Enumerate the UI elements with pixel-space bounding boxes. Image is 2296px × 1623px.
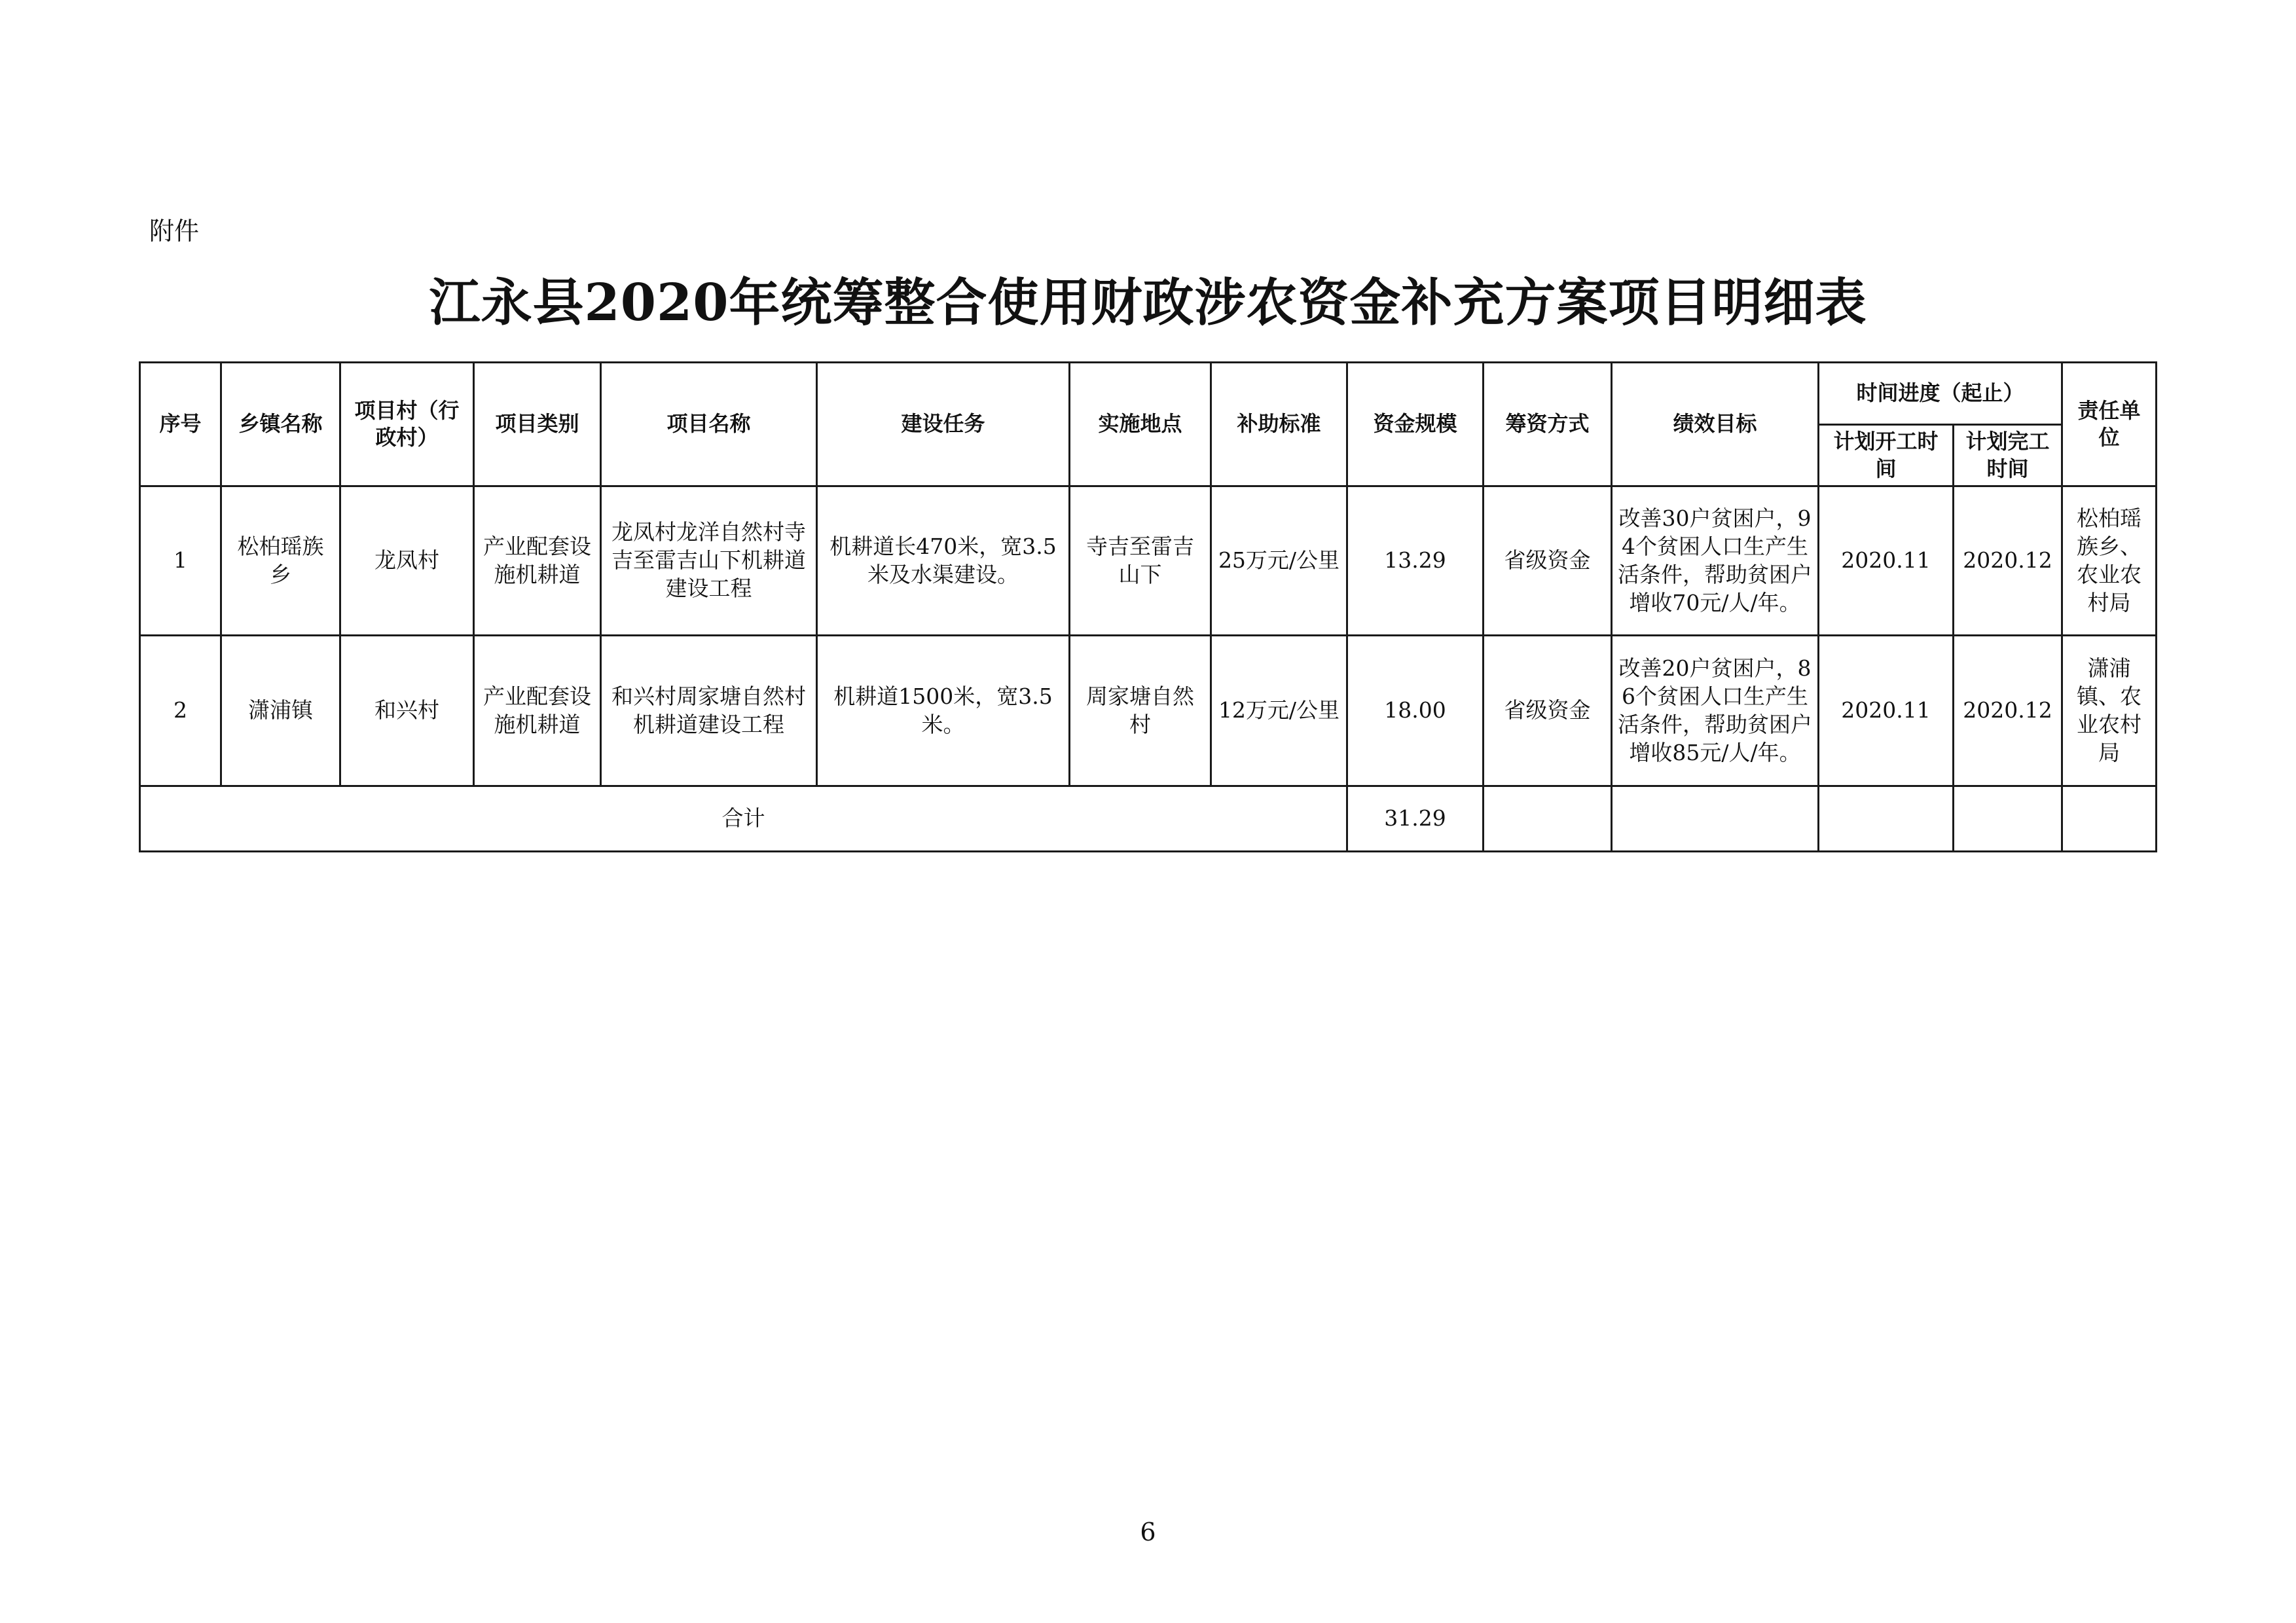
page-number: 6 [1140,1518,1156,1546]
total-row [140,786,2157,852]
cell-village: 和兴村 [340,636,474,786]
header-village: 项目村（行政村） [340,363,474,486]
cell-task: 机耕道长470米，宽3.5米及水渠建设。 [817,486,1070,636]
cell-location: 寺吉至雷吉山下 [1070,486,1211,636]
cell-seq: 2 [140,636,221,786]
cell-start: 2020.11 [1819,486,1954,636]
cell-goal: 改善20户贫困户，86个贫困人口生产生活条件，帮助贫困户增收85元/人/年。 [1612,636,1819,786]
cell-scale: 13.29 [1347,486,1484,636]
attachment-label: 附件 [149,217,200,246]
header-scale: 资金规模 [1347,363,1484,486]
header-funding: 筹资方式 [1484,363,1612,486]
header-project-name: 项目名称 [601,363,817,486]
header-goal: 绩效目标 [1612,363,1819,486]
header-start: 计划开工时间 [1819,425,1954,486]
cell-project-name: 龙凤村龙洋自然村寺吉至雷吉山下机耕道建设工程 [601,486,817,636]
cell-project-name: 和兴村周家塘自然村机耕道建设工程 [601,636,817,786]
cell-funding: 省级资金 [1484,636,1612,786]
cell-subsidy: 12万元/公里 [1211,636,1347,786]
header-location: 实施地点 [1070,363,1211,486]
cell-township: 潇浦镇 [221,636,340,786]
header-responsible: 责任单位 [2062,363,2157,486]
cell-responsible: 潇浦镇、农业农村局 [2062,636,2157,786]
project-detail-table [139,361,2157,852]
header-category: 项目类别 [474,363,601,486]
cell-end: 2020.12 [1954,486,2062,636]
cell-scale: 18.00 [1347,636,1484,786]
header-row-main [140,363,2157,425]
cell-village: 龙凤村 [340,486,474,636]
cell-responsible: 松柏瑶族乡、农业农村局 [2062,486,2157,636]
empty-cell [1612,786,1819,852]
cell-goal: 改善30户贫困户，94个贫困人口生产生活条件，帮助贫困户增收70元/人/年。 [1612,486,1819,636]
document-title: 江永县2020年统筹整合使用财政涉农资金补充方案项目明细表 [429,273,1867,333]
empty-cell [1484,786,1612,852]
header-subsidy: 补助标准 [1211,363,1347,486]
header-township: 乡镇名称 [221,363,340,486]
cell-location: 周家塘自然村 [1070,636,1211,786]
empty-cell [1819,786,1954,852]
header-task: 建设任务 [817,363,1070,486]
total-value: 31.29 [1347,786,1484,852]
cell-subsidy: 25万元/公里 [1211,486,1347,636]
cell-seq: 1 [140,486,221,636]
empty-cell [2062,786,2157,852]
header-end: 计划完工时间 [1954,425,2062,486]
header-seq: 序号 [140,363,221,486]
empty-cell [1954,786,2062,852]
cell-start: 2020.11 [1819,636,1954,786]
cell-category: 产业配套设施机耕道 [474,636,601,786]
cell-township: 松柏瑶族乡 [221,486,340,636]
table-row [140,486,2157,636]
total-label: 合计 [140,786,1347,852]
table-row [140,636,2157,786]
cell-category: 产业配套设施机耕道 [474,486,601,636]
cell-end: 2020.12 [1954,636,2062,786]
cell-task: 机耕道1500米，宽3.5米。 [817,636,1070,786]
cell-funding: 省级资金 [1484,486,1612,636]
header-schedule: 时间进度（起止） [1819,363,2062,425]
